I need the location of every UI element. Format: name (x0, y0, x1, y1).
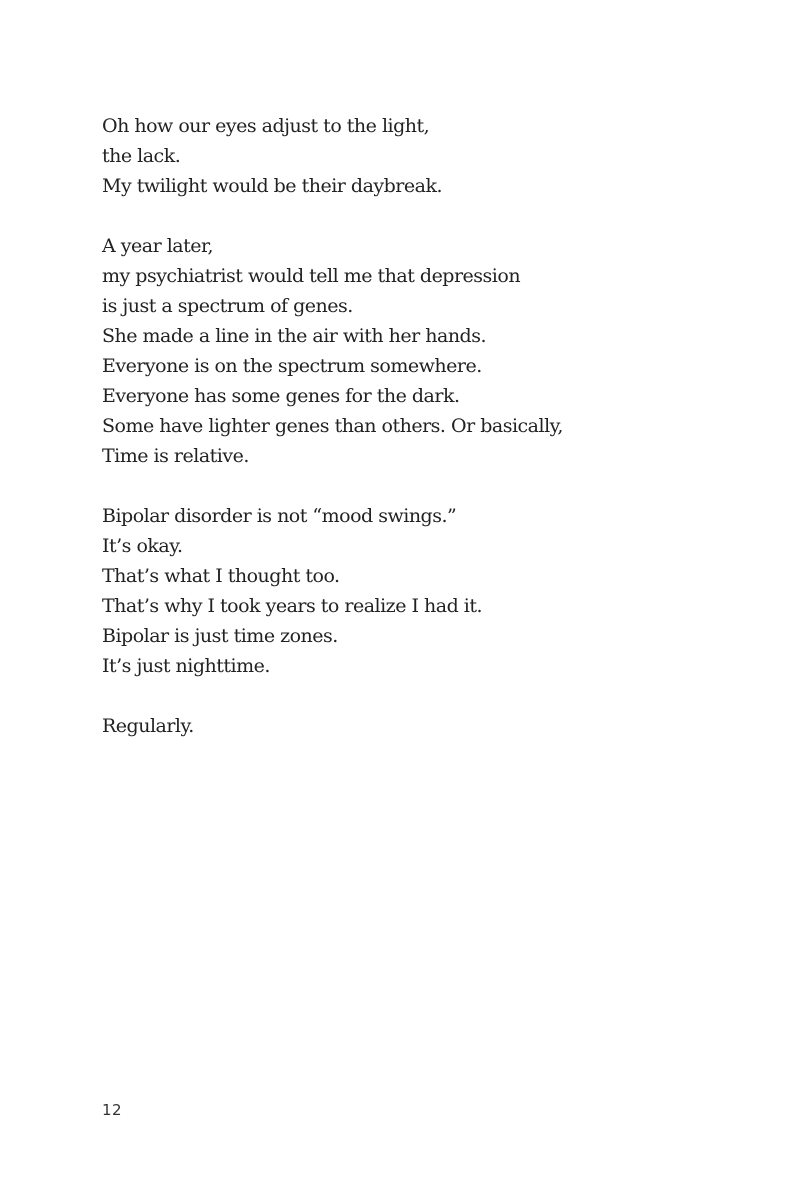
stanza-3 (102, 501, 722, 681)
poem-line: She made a line in the air with her hands. (102, 325, 487, 347)
poem-line: the lack. (102, 145, 181, 167)
poem-line: is just a spectrum of genes. (102, 295, 353, 317)
poem-line: A year later, (102, 235, 214, 257)
poem-line: That’s why I took years to realize I had it. (102, 595, 483, 617)
poem-body (102, 111, 722, 771)
stanza-1 (102, 111, 722, 201)
poem-line: my psychiatrist would tell me that depression (102, 265, 521, 287)
poem-line: Everyone is on the spectrum somewhere. (102, 355, 482, 377)
poem-line: My twilight would be their daybreak. (102, 175, 443, 197)
stanza-4 (102, 711, 722, 741)
poem-line: Bipolar is just time zones. (102, 625, 338, 647)
poem-line: Time is relative. (102, 445, 249, 467)
poem-line: That’s what I thought too. (102, 565, 340, 587)
page-number: 12 (102, 1101, 123, 1119)
poem-line: Regularly. (102, 715, 194, 737)
poem-line: It’s okay. (102, 535, 183, 557)
poem-line: Everyone has some genes for the dark. (102, 385, 460, 407)
poem-line: It’s just nighttime. (102, 655, 270, 677)
poem-line: Bipolar disorder is not “mood swings.” (102, 505, 457, 527)
stanza-2 (102, 231, 722, 471)
poem-line: Some have lighter genes than others. Or basically, (102, 415, 563, 437)
poem-line: Oh how our eyes adjust to the light, (102, 115, 430, 137)
